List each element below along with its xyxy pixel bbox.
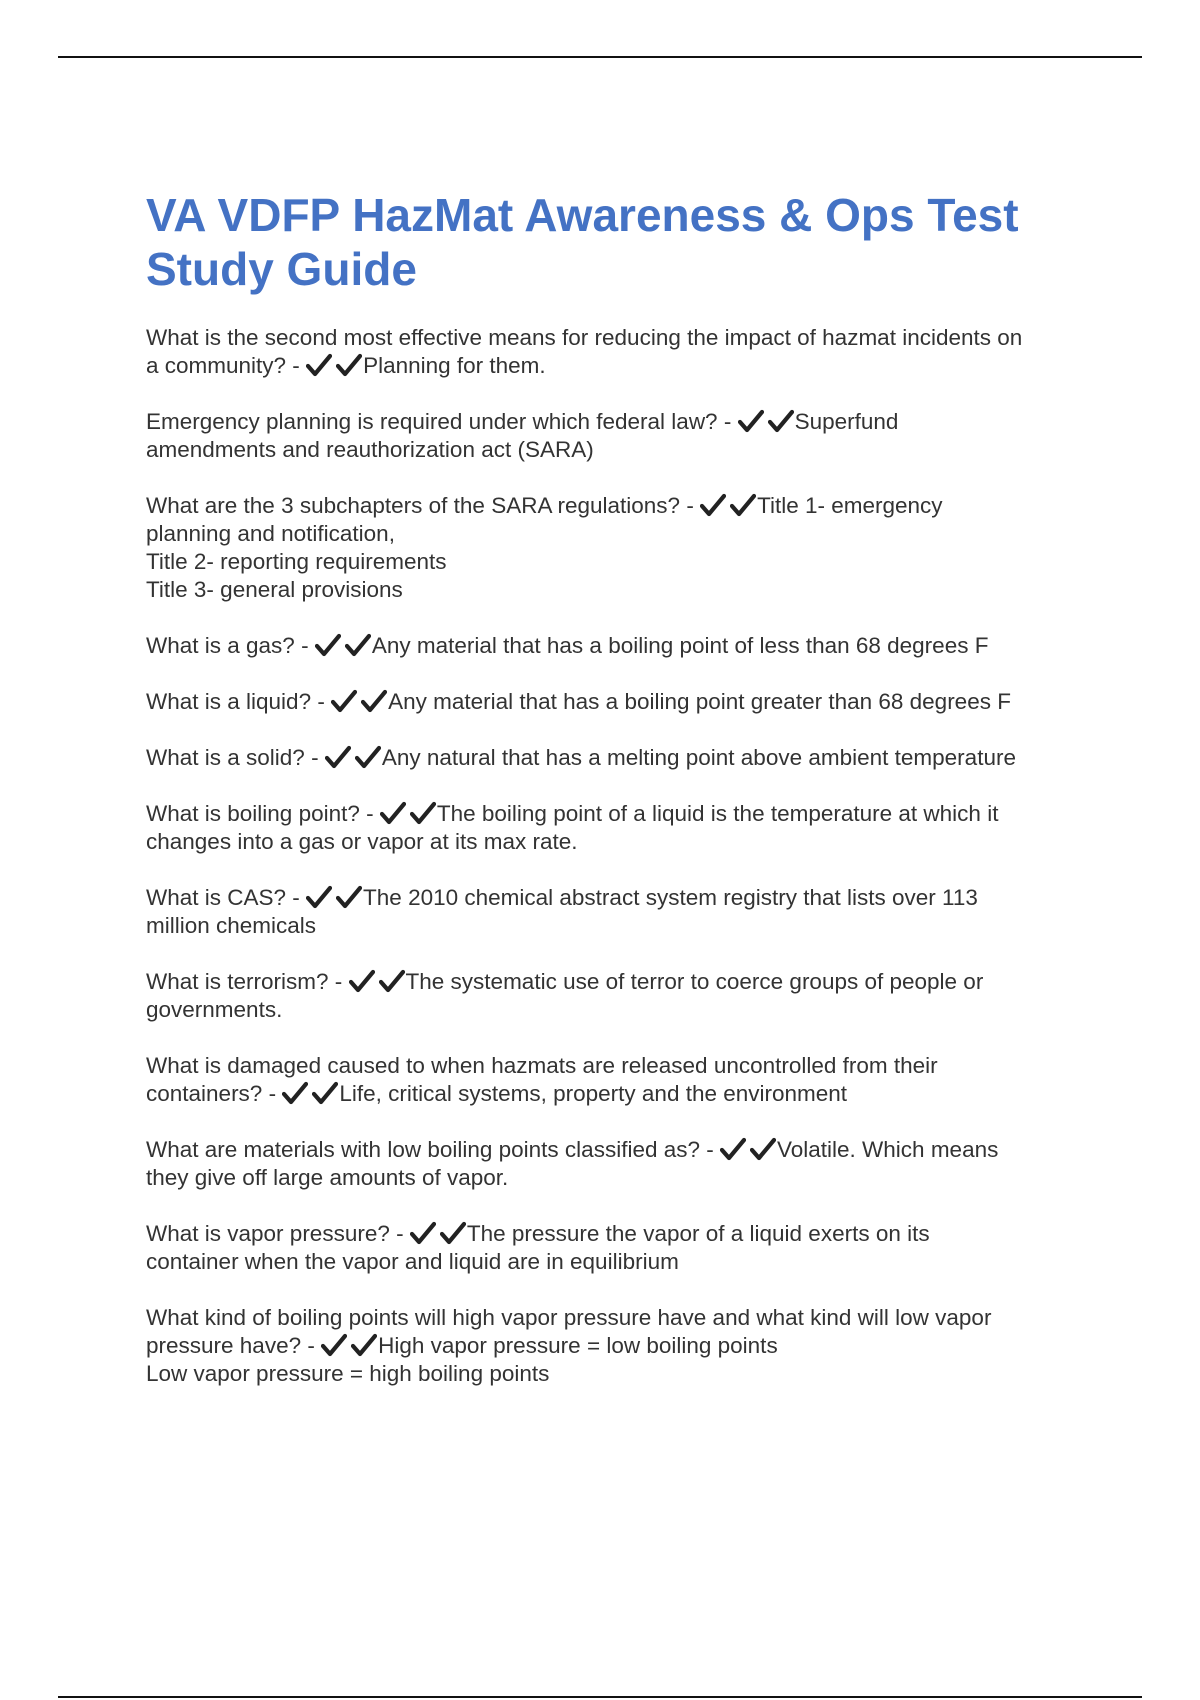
answer-marker [315,633,371,657]
answer-marker [700,493,756,517]
check-icon [336,885,362,909]
qa-line [146,968,1096,996]
qa-line [146,548,1096,576]
check-icon [768,409,794,433]
qa-text: What is boiling point? - [146,801,380,826]
qa-answer: Volatile. Which means [777,1137,999,1162]
qa-item [146,324,1096,380]
qa-item [146,632,1096,660]
qa-list [146,324,1096,1388]
qa-item [146,492,1096,604]
qa-text: Title 3- general provisions [146,577,403,602]
qa-text: What are the 3 subchapters of the SARA regulations? - [146,493,701,518]
qa-line [146,996,1096,1024]
qa-item [146,1304,1096,1388]
qa-text: containers? - [146,1081,283,1106]
check-icon [312,1081,338,1105]
qa-item [146,1052,1096,1108]
bottom-rule [58,1696,1142,1698]
check-icon [325,745,351,769]
check-icon [351,1333,377,1357]
qa-answer: The systematic use of terror to coerce groups of people or [405,969,984,994]
check-icon [720,1137,746,1161]
answer-marker [325,745,381,769]
check-icon [355,745,381,769]
answer-marker [306,885,362,909]
qa-text: changes into a gas or vapor at its max rate. [146,829,578,854]
check-icon [440,1221,466,1245]
qa-line [146,324,1096,352]
title-line-1: VA VDFP HazMat Awareness & Ops Test [146,189,1019,241]
qa-text: planning and notification, [146,521,395,546]
qa-answer: Any material that has a boiling point of less than 68 degrees F [371,633,989,658]
qa-answer: Planning for them. [363,353,546,378]
qa-answer: Title 1- emergency [757,493,943,518]
check-icon [750,1137,776,1161]
qa-line [146,1248,1096,1276]
answer-marker [282,1081,338,1105]
qa-answer: Superfund [794,409,899,434]
qa-line [146,828,1096,856]
qa-item [146,884,1096,940]
check-icon [345,633,371,657]
check-icon [282,1081,308,1105]
qa-text: governments. [146,997,283,1022]
check-icon [321,1333,347,1357]
qa-item [146,800,1096,856]
qa-item [146,1220,1096,1276]
qa-line [146,436,1096,464]
qa-item [146,1136,1096,1192]
qa-line [146,1052,1096,1080]
qa-line [146,1332,1096,1360]
qa-text: What is vapor pressure? - [146,1221,410,1246]
qa-text: a community? - [146,353,307,378]
qa-item [146,408,1096,464]
qa-answer: The 2010 chemical abstract system registry that lists over 113 [363,885,978,910]
qa-answer: The boiling point of a liquid is the temperature at which it [436,801,999,826]
check-icon [410,1221,436,1245]
check-icon [331,689,357,713]
check-icon [738,409,764,433]
answer-marker [380,801,436,825]
qa-item [146,968,1096,1024]
check-icon [700,493,726,517]
qa-text: What is damaged caused to when hazmats are released uncontrolled from their [146,1053,938,1078]
qa-answer: Life, critical systems, property and the environment [339,1081,848,1106]
answer-marker [349,969,405,993]
check-icon [336,353,362,377]
check-icon [361,689,387,713]
check-icon [380,801,406,825]
check-icon [379,969,405,993]
qa-line [146,576,1096,604]
check-icon [315,633,341,657]
qa-text: they give off large amounts of vapor. [146,1165,509,1190]
qa-text: amendments and reauthorization act (SARA) [146,437,594,462]
answer-marker [410,1221,466,1245]
answer-marker [331,689,387,713]
qa-line [146,688,1096,716]
qa-item [146,744,1096,772]
qa-line [146,800,1096,828]
qa-text: What is a gas? - [146,633,315,658]
qa-text: Emergency planning is required under which federal law? - [146,409,738,434]
title-line-2: Study Guide [146,243,417,295]
check-icon [730,493,756,517]
answer-marker [738,409,794,433]
qa-text: What is a solid? - [146,745,325,770]
qa-text: What is terrorism? - [146,969,349,994]
qa-line [146,1304,1096,1332]
qa-line [146,1164,1096,1192]
qa-answer: Any material that has a boiling point greater than 68 degrees F [388,689,1011,714]
qa-text: What are materials with low boiling points classified as? - [146,1137,720,1162]
qa-line [146,492,1096,520]
qa-text: million chemicals [146,913,317,938]
qa-line [146,1360,1096,1388]
answer-marker [720,1137,776,1161]
check-icon [306,353,332,377]
qa-text: Low vapor pressure = high boiling points [146,1361,550,1386]
qa-text: What is the second most effective means for reducing the impact of hazmat incidents on [146,325,1023,350]
answer-marker [306,353,362,377]
check-icon [410,801,436,825]
qa-text: Title 2- reporting requirements [146,549,447,574]
qa-text: What is a liquid? - [146,689,332,714]
qa-text: What is CAS? - [146,885,307,910]
top-rule [58,56,1142,58]
qa-line [146,1080,1096,1108]
qa-answer: The pressure the vapor of a liquid exerts on its [466,1221,930,1246]
qa-line [146,884,1096,912]
document-body [146,188,1096,1416]
document-title [146,188,1096,296]
qa-text: What kind of boiling points will high vapor pressure have and what kind will low vapor [146,1305,992,1330]
qa-answer: High vapor pressure = low boiling points [378,1333,778,1358]
qa-text: container when the vapor and liquid are in equilibrium [146,1249,679,1274]
qa-item [146,688,1096,716]
qa-line [146,912,1096,940]
answer-marker [321,1333,377,1357]
qa-line [146,408,1096,436]
qa-line [146,1136,1096,1164]
qa-line [146,744,1096,772]
qa-line [146,520,1096,548]
check-icon [306,885,332,909]
qa-answer: Any natural that has a melting point above ambient temperature [381,745,1016,770]
qa-line [146,352,1096,380]
qa-line [146,632,1096,660]
qa-text: pressure have? - [146,1333,322,1358]
qa-line [146,1220,1096,1248]
check-icon [349,969,375,993]
